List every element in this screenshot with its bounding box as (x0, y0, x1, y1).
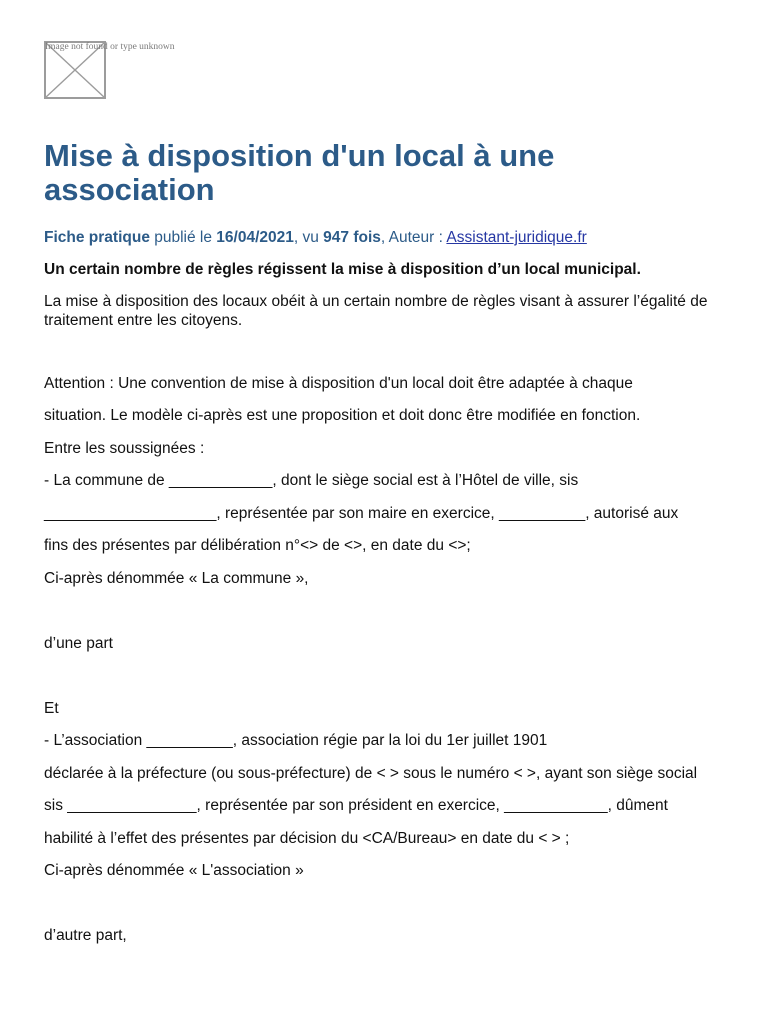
notice-line: Attention : Une convention de mise à disposition d'un local doit être adaptée à chaque (44, 374, 633, 392)
lead-text: Un certain nombre de règles régissent la mise à disposition d’un local municipal. (44, 261, 641, 278)
party-line: - L’association __________, association régie par la loi du 1er juillet 1901 (44, 732, 548, 749)
broken-image-placeholder (44, 41, 175, 99)
party-closing: d’une part (44, 634, 113, 652)
views-label: , vu (293, 229, 324, 246)
party-commune (44, 465, 697, 595)
party-line: sis _______________, représentée par son président en exercice, ____________, dûment (44, 797, 668, 814)
broken-image-alt-text: Image not found or type unknown (45, 42, 175, 52)
parties-heading: Entre les soussignées : (44, 439, 205, 457)
blank-line (44, 660, 697, 693)
party-line: Ci-après dénommée « La commune », (44, 569, 309, 587)
author-label: , Auteur : (380, 229, 447, 246)
page-title: Mise à disposition d'un local à une association (44, 138, 555, 207)
intro-paragraph: La mise à disposition des locaux obéit à un certain nombre de règles visant à assurer l’égalité de traitement entre les citoyens. (44, 293, 708, 329)
party-association (44, 725, 697, 888)
convention-body (44, 368, 697, 953)
party-line: Ci-après dénommée « L'association » (44, 862, 304, 879)
party-line: ____________________, représentée par son maire en exercice, __________, autorisé aux (44, 504, 679, 522)
blank-line (44, 888, 697, 921)
category-label: Fiche pratique (44, 229, 150, 246)
party-closing: d’autre part, (44, 927, 127, 944)
author-link[interactable]: Assistant-juridique.fr (446, 229, 587, 246)
publish-date: 16/04/2021 (216, 229, 294, 246)
party-line: habilité à l’effet des présentes par décision du <CA/Bureau> en date du < > ; (44, 829, 570, 847)
published-label: publié le (149, 229, 217, 246)
notice-line: situation. Le modèle ci-après est une proposition et doit donc être modifiée en fonction. (44, 407, 641, 424)
party-line: - La commune de ____________, dont le siège social est à l’Hôtel de ville, sis (44, 472, 579, 489)
article-meta (44, 228, 587, 247)
view-count: 947 fois (323, 229, 381, 246)
party-line: fins des présentes par délibération n°<> de <>, en date du <>; (44, 537, 471, 554)
blank-line (44, 595, 697, 628)
conjunction: Et (44, 699, 59, 717)
party-line: déclarée à la préfecture (ou sous-préfecture) de < > sous le numéro < >, ayant son siège social (44, 764, 698, 782)
